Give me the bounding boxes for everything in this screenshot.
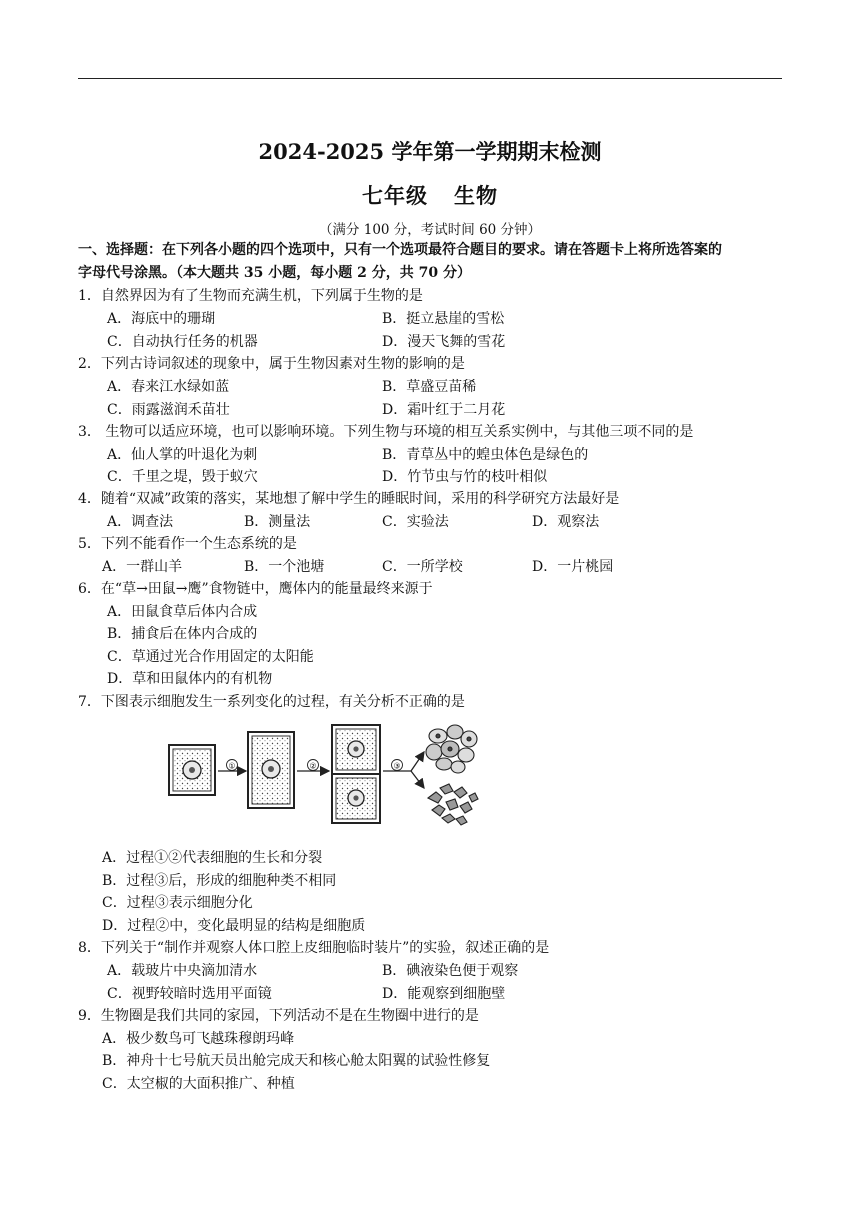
option-c: C．一所学校	[382, 559, 463, 575]
question-stem: 7．下图表示细胞发生一系列变化的过程，有关分析不正确的是	[78, 694, 465, 710]
option-b: B．捕食后在体内合成的	[107, 626, 258, 642]
option-b: B．挺立悬崖的雪松	[382, 311, 505, 327]
exam-title: 2024-2025 学年第一学期期末检测	[258, 139, 602, 164]
question-stem: 8．下列关于“制作并观察人体口腔上皮细胞临时装片”的实验，叙述正确的是	[78, 940, 550, 956]
process-label-2: ②	[309, 761, 317, 771]
process-label-1: ①	[228, 761, 236, 771]
option-b: B．青草丛中的蝗虫体色是绿色的	[382, 447, 589, 463]
option-a: A．田鼠食草后体内合成	[107, 604, 258, 620]
tissue-irregular-cells	[428, 784, 478, 825]
option-d: D．霜叶红于二月花	[382, 402, 506, 418]
option-c: C．视野较暗时选用平面镜	[107, 986, 272, 1002]
question-stem: 5．下列不能看作一个生态系统的是	[78, 536, 297, 552]
exam-info: （满分 100 分，考试时间 60 分钟）	[318, 222, 542, 238]
question-stem: 2．下列古诗词叙述的现象中，属于生物因素对生物的影响的是	[78, 356, 465, 372]
option-a: A．春来江水绿如蓝	[107, 379, 230, 395]
option-c: C．实验法	[382, 514, 449, 530]
option-d: D．草和田鼠体内的有机物	[107, 671, 273, 687]
option-a: A．极少数鸟可飞越珠穆朗玛峰	[102, 1031, 295, 1047]
option-b: B．过程③后，形成的细胞种类不相同	[102, 873, 337, 889]
option-d: D．能观察到细胞壁	[382, 986, 506, 1002]
option-b: B．神舟十七号航天员出舱完成天和核心舱太阳翼的试验性修复	[102, 1053, 491, 1069]
option-c: C．过程③表示细胞分化	[102, 895, 253, 911]
option-d: D．竹节虫与竹的枝叶相似	[382, 469, 548, 485]
small-cell	[169, 745, 215, 795]
option-c: C．草通过光合作用固定的太阳能	[107, 649, 314, 665]
option-b: B．测量法	[244, 514, 311, 530]
exam-subtitle	[0, 180, 860, 210]
tissue-rounded-cells	[426, 725, 477, 773]
option-a: A．调查法	[107, 514, 174, 530]
question-stem: 3． 生物可以适应环境，也可以影响环境。下列生物与环境的相互关系实例中，与其他三项不同的是	[78, 424, 694, 440]
section-instruction-line2: 字母代号涂黑。（本大题共 35 小题，每小题 2 分，共 70 分）	[78, 265, 471, 281]
option-d: D．一片桃园	[532, 559, 614, 575]
option-d: D．漫天飞舞的雪花	[382, 334, 506, 350]
option-d: D．观察法	[532, 514, 600, 530]
grade-label: 七年级	[362, 183, 428, 208]
top-rule	[78, 78, 782, 79]
process-label-3: ③	[393, 761, 401, 771]
cell-process-figure	[166, 722, 496, 827]
divided-cells	[332, 725, 380, 823]
option-c: C．雨露滋润禾苗壮	[107, 402, 230, 418]
question-stem: 1．自然界因为有了生物而充满生机，下列属于生物的是	[78, 288, 423, 304]
section-instruction-line1: 一、选择题：在下列各小题的四个选项中，只有一个选项最符合题目的要求。请在答题卡上将所选答案的	[78, 242, 722, 258]
grown-cell	[248, 732, 294, 808]
option-d: D．过程②中，变化最明显的结构是细胞质	[102, 918, 366, 934]
option-c: C．千里之堤，毁于蚁穴	[107, 469, 258, 485]
question-stem: 9．生物圈是我们共同的家园，下列活动不是在生物圈中进行的是	[78, 1008, 479, 1024]
option-b: B．一个池塘	[244, 559, 325, 575]
option-c: C．自动执行任务的机器	[107, 334, 258, 350]
option-a: A．载玻片中央滴加清水	[107, 963, 258, 979]
question-stem: 6．在“草→田鼠→鹰”食物链中，鹰体内的能量最终来源于	[78, 581, 433, 597]
option-c: C．太空椒的大面积推广、种植	[102, 1076, 295, 1092]
option-a: A．海底中的珊瑚	[107, 311, 216, 327]
option-a: A．一群山羊	[102, 559, 183, 575]
option-b: B．草盛豆苗稀	[382, 379, 477, 395]
option-a: A．仙人掌的叶退化为刺	[107, 447, 258, 463]
question-stem: 4．随着“双减”政策的落实，某地想了解中学生的睡眠时间，采用的科学研究方法最好是	[78, 491, 620, 507]
option-a: A．过程①②代表细胞的生长和分裂	[102, 850, 323, 866]
subject-label: 生物	[454, 183, 498, 208]
option-b: B．碘液染色便于观察	[382, 963, 519, 979]
